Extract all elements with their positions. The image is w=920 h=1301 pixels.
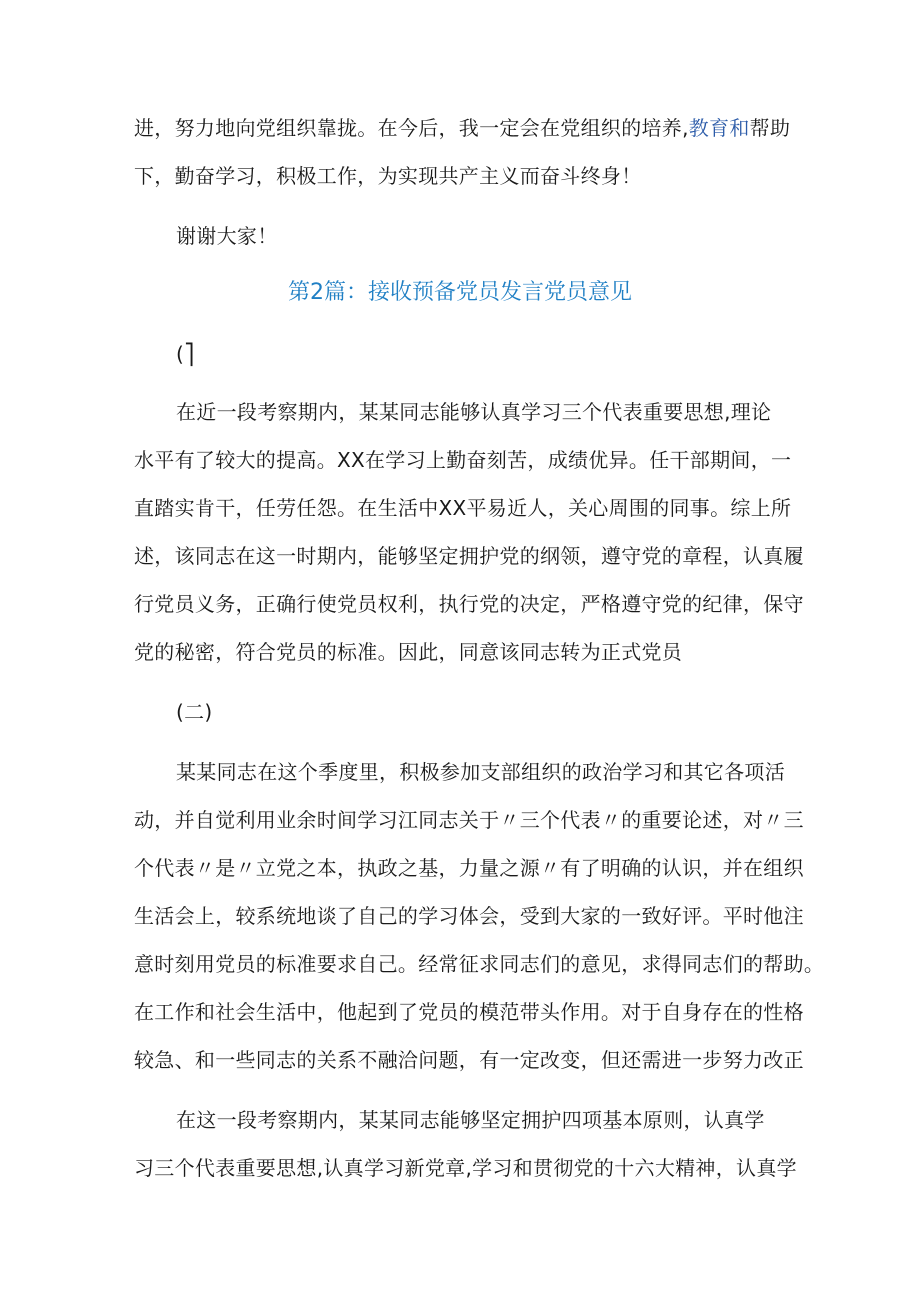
paragraph-line: 行党员义务，正确行使党员权利，执行党的决定，严格遵守党的纪律，保守 xyxy=(134,592,804,616)
section-heading: 第2篇：接收预备党员发言党员意见 xyxy=(288,280,632,305)
part-label: (⎤ xyxy=(176,342,195,366)
part-label: (二) xyxy=(176,700,213,724)
paragraph-line: 习三个代表重要思想,认真学习新党章,学习和贯彻党的十六大精神，认真学 xyxy=(134,1156,797,1180)
paragraph-line: 党的秘密，符合党员的标准。因此，同意该同志转为正式党员 xyxy=(134,640,683,664)
paragraph-line: 动，并自觉利用业余时间学习江同志关于〃三个代表〃的重要论述，对〃三 xyxy=(134,808,804,832)
text-segment: 帮助 xyxy=(749,116,791,140)
paragraph-line xyxy=(134,114,794,142)
paragraph-line: 在这一段考察期内，某某同志能够坚定拥护四项基本原则，认真学 xyxy=(176,1108,765,1132)
paragraph-line: 在近一段考察期内，某某同志能够认真学习三个代表重要思想,理论 xyxy=(176,400,772,424)
paragraph-line: 水平有了较大的提高。XX在学习上勤奋刻苦，成绩优异。任干部期间，一 xyxy=(134,448,792,472)
paragraph-line: 在工作和社会生活中，他起到了党员的模范带头作用。对于自身存在的性格 xyxy=(134,1000,804,1024)
text-segment: 进，努力地向党组织靠拢。在今后，我一定会在党组织的培养, xyxy=(134,116,689,140)
paragraph-line: 述，该同志在这一时期内，能够坚定拥护党的纲领，遵守党的章程，认真履 xyxy=(134,544,804,568)
paragraph-line: 直踏实肯干，任劳任怨。在生活中XX平易近人，关心周围的同事。综上所 xyxy=(134,496,792,520)
hyperlink-text[interactable]: 教育和 xyxy=(688,116,750,140)
closing-thanks: 谢谢大家！ xyxy=(176,224,278,248)
paragraph-line: 较急、和一些同志的关系不融洽问题，有一定改变，但还需进一步努力改正 xyxy=(134,1048,804,1072)
paragraph-line: 个代表〃是〃立党之本，执政之基，力量之源〃有了明确的认识，并在组织 xyxy=(134,856,804,880)
paragraph-line: 下，勤奋学习，积极工作，为实现共产主义而奋斗终身！ xyxy=(134,164,642,188)
paragraph-line: 意时刻用党员的标准要求自己。经常征求同志们的意见，求得同志们的帮助。 xyxy=(134,952,825,976)
paragraph-line: 某某同志在这个季度里，积极参加支部组织的政治学习和其它各项活 xyxy=(176,760,785,784)
paragraph-line: 生活会上，较系统地谈了自己的学习体会，受到大家的一致好评。平时他注 xyxy=(134,904,804,928)
